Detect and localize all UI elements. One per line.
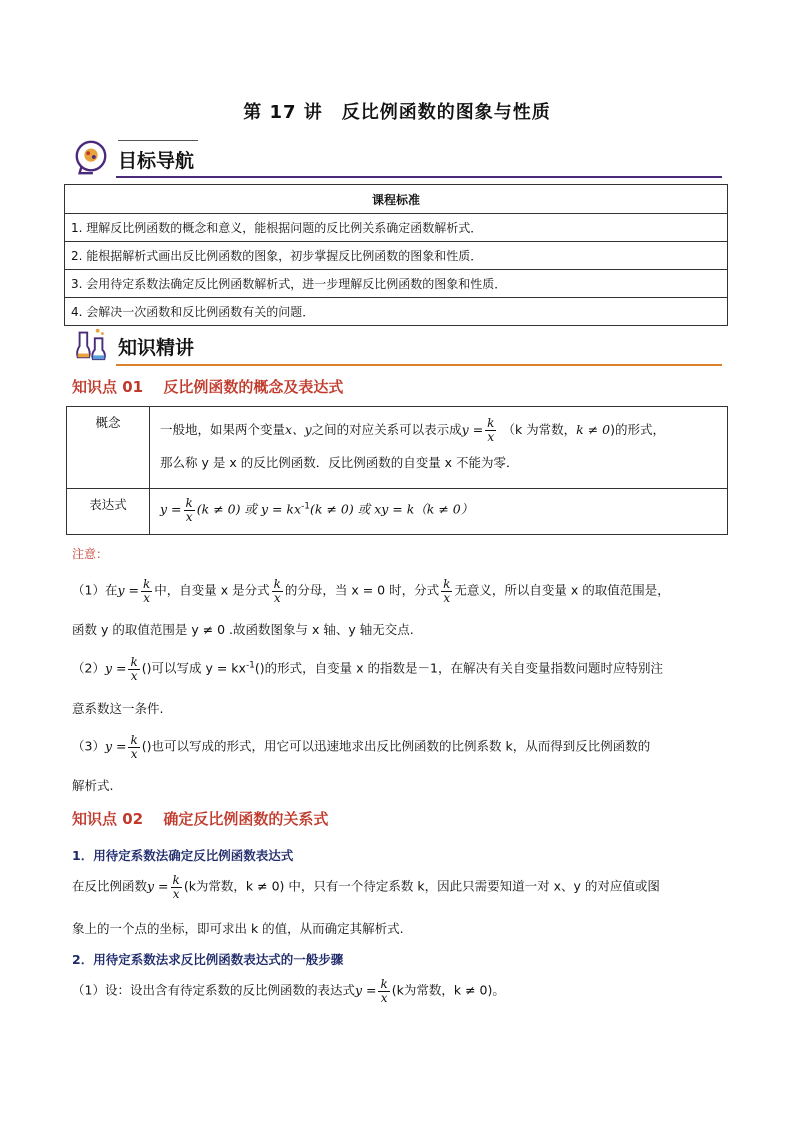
fraction-k-over-x [378,978,389,1004]
frac-num: k [443,577,451,591]
math-eq: y = [354,982,377,998]
math-exponent: -1 [301,501,311,512]
standards-item: 1. 理解反比例函数的概念和意义，能根据问题的反比例关系确定函数解析式． [65,214,728,242]
math-eq: y = [117,582,139,598]
kp1-heading: 知识点 01 反比例函数的概念及表达式 [72,378,344,396]
note-text: 无意义，所以自变量 x 的取值范围是， [454,582,670,598]
concept-label: 概念 [67,407,150,489]
frac-num: k [380,977,388,991]
frac-den: x [185,509,193,524]
frac-den: x [380,990,388,1005]
note-text: 中，自变量 x 是分式 [154,582,270,598]
note-text: （3） [72,738,105,754]
frac-den: x [273,590,281,605]
frac-num: k [273,577,281,591]
math-eq: y = [104,660,127,676]
brain-head-icon [72,138,110,176]
note-text: ()的形式，自变量 x 的指数是－1，在解决有关自变量指数问题时应特别注 [254,660,663,676]
math-eq: y = [147,878,169,894]
fraction-k-over-x [141,578,152,604]
math-eq: (k ≠ 0) 或 y = kx [196,501,302,517]
math-eq: y = [461,422,484,437]
section-title-target-nav: 目标导航 [118,150,195,172]
page-title: 第 17 讲 反比例函数的图象与性质 [243,102,551,123]
kp2-para-1-line-1 [72,874,732,900]
frac-den: x [443,590,451,605]
math-eq: k ≠ 0 [576,422,611,437]
math-eq: y = [104,738,127,754]
note-text: 的分母，当 x = 0 时，分式 [284,582,440,598]
note-text: ()也可以写成的形式，用它可以迅速地求出反比例函数的比例系数 k，从而得到反比例函数的 [141,738,651,754]
frac-den: x [130,746,138,761]
fraction-k-over-x [272,578,283,604]
fraction-k-over-x [485,417,496,443]
math-exponent: -1 [245,660,255,671]
frac-den: x [143,590,150,605]
note-text: （2） [72,660,105,676]
note-3-line-1 [72,734,732,760]
note-3-line-2: 解析式. [72,778,114,793]
math-eq: y = [160,501,182,517]
note-1-line-2: 函数 y 的取值范围是 y ≠ 0 .故函数图象与 x 轴、y 轴无交点. [72,622,414,637]
fraction-k-over-x [184,497,195,523]
para-text: (k为常数，k ≠ 0)。 [391,982,505,998]
definition-table [66,406,728,535]
section-knowledge [72,325,732,365]
section-rule-purple [116,176,722,178]
fraction-k-over-x [441,578,452,604]
fraction-k-over-x [171,874,182,900]
note-1-line-1 [72,578,732,604]
standards-item: 4. 会解决一次函数和反比例函数有关的问题． [65,298,728,326]
frac-den: x [172,886,180,901]
flask-icon [72,325,110,363]
para-text: （1）设：设出含有待定系数的反比例函数的表达式 [72,982,355,998]
kp2-heading: 知识点 02 确定反比例函数的关系式 [72,810,329,828]
frac-num: k [130,655,138,669]
expr-label: 表达式 [67,489,150,535]
standards-table [64,184,728,326]
concept-text: （k 为常数， [502,422,577,437]
concept-text: 之间的对应关系可以表示成 [311,422,462,437]
section-title-knowledge: 知识精讲 [118,337,195,359]
section-rule-orange [116,364,722,366]
kp2-sub-1: 1．用待定系数法确定反比例函数表达式 [72,848,294,863]
frac-num: k [172,873,180,887]
para-text: 在反比例函数 [72,878,148,894]
fraction-k-over-x [128,656,139,682]
math-var: x、y [285,422,312,437]
note-2-line-1 [72,656,732,682]
math-eq: (k ≠ 0) 或 xy = k（k ≠ 0） [310,501,474,517]
fraction-k-over-x [128,734,139,760]
note-text: ()可以写成 y = kx [141,660,246,676]
expr-cell [150,489,728,535]
standards-item: 2. 能根据解析式画出反比例函数的图象，初步掌握反比例函数的图象和性质． [65,242,728,270]
expr-line [160,497,719,523]
frac-den: x [130,668,138,683]
frac-num: k [487,416,495,431]
kp2-sub-2: 2．用待定系数法求反比例函数表达式的一般步骤 [72,952,344,967]
para-text: (k为常数，k ≠ 0) 中，只有一个待定系数 k，因此只需要知道一对 x、y 的对应值或图 [183,878,660,894]
note-text: （1）在 [72,582,118,598]
frac-num: k [185,496,193,510]
concept-line-2: 那么称 y 是 x 的反比例函数．反比例函数的自变量 x 不能为零． [160,455,519,470]
frac-num: k [142,577,151,591]
note-2-line-2: 意系数这一条件. [72,701,164,716]
concept-text: )的形式， [610,422,665,437]
note-label: 注意： [72,547,109,561]
kp2-para-1-line-2: 象上的一个点的坐标，即可求出 k 的值，从而确定其解析式. [72,921,404,936]
concept-text: 一般地，如果两个变量 [160,422,286,437]
standards-item: 3. 会用待定系数法确定反比例函数解析式，进一步理解反比例函数的图象和性质． [65,270,728,298]
concept-line-1 [160,413,719,447]
section-target-nav [72,138,732,178]
frac-num: k [130,733,138,747]
kp2-step-1 [72,978,732,1004]
frac-den: x [487,430,495,444]
concept-cell [150,407,728,489]
standards-header: 课程标准 [65,185,728,214]
